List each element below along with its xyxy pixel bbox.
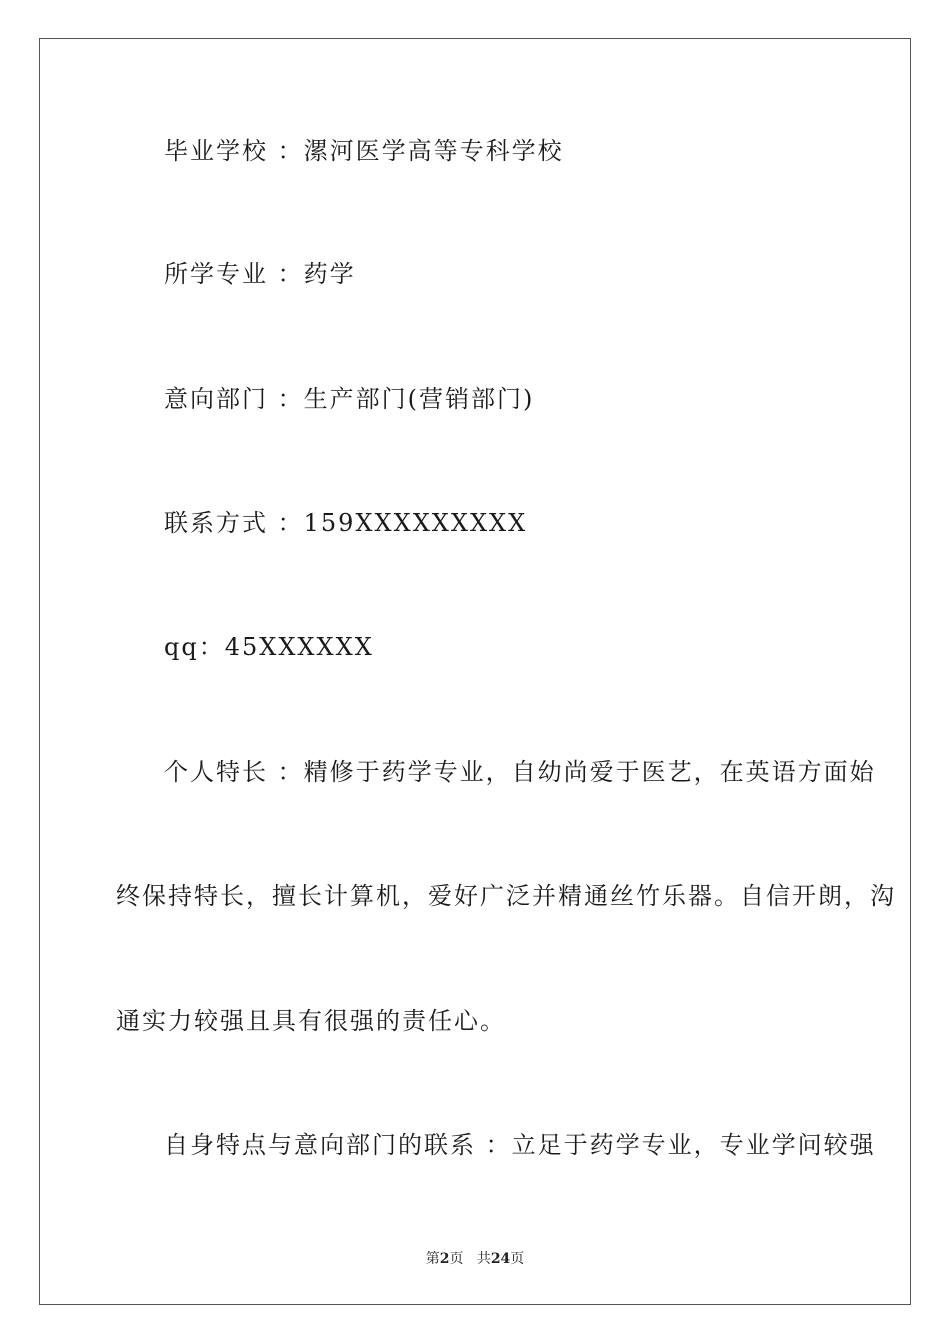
field-graduation-school: 毕业学校 ：漯河医学高等专科学校 [164,137,564,165]
field-contact: 联系方式 ：159XXXXXXXXX [164,509,528,537]
footer-total-prefix: 共 [476,1251,491,1267]
footer-total-suffix: 页 [510,1251,525,1267]
field-major: 所学专业 ：药学 [164,260,356,288]
footer-total-pages: 24 [490,1251,511,1267]
paragraph-skills-line-1: 个人特长 ：精修于药学专业，自幼尚爱于医艺，在英语方面始 [164,758,876,786]
paragraph-skills-line-2: 终保持特长，擅长计算机，爱好广泛并精通丝竹乐器。自信开朗，沟 [116,882,896,910]
footer-page-number: 2 [439,1251,450,1267]
page-footer [0,1248,950,1268]
field-qq: qq：45XXXXXX [164,633,374,661]
page-border [39,38,911,1305]
paragraph-fit-line-1: 自身特点与意向部门的联系 ：立足于药学专业，专业学问较强 [164,1131,876,1159]
footer-page-suffix: 页 [449,1251,464,1267]
field-target-department: 意向部门 ：生产部门(营销部门) [164,385,535,413]
footer-page-prefix: 第 [425,1251,440,1267]
paragraph-skills-line-3: 通实力较强且具有很强的责任心。 [116,1007,506,1035]
